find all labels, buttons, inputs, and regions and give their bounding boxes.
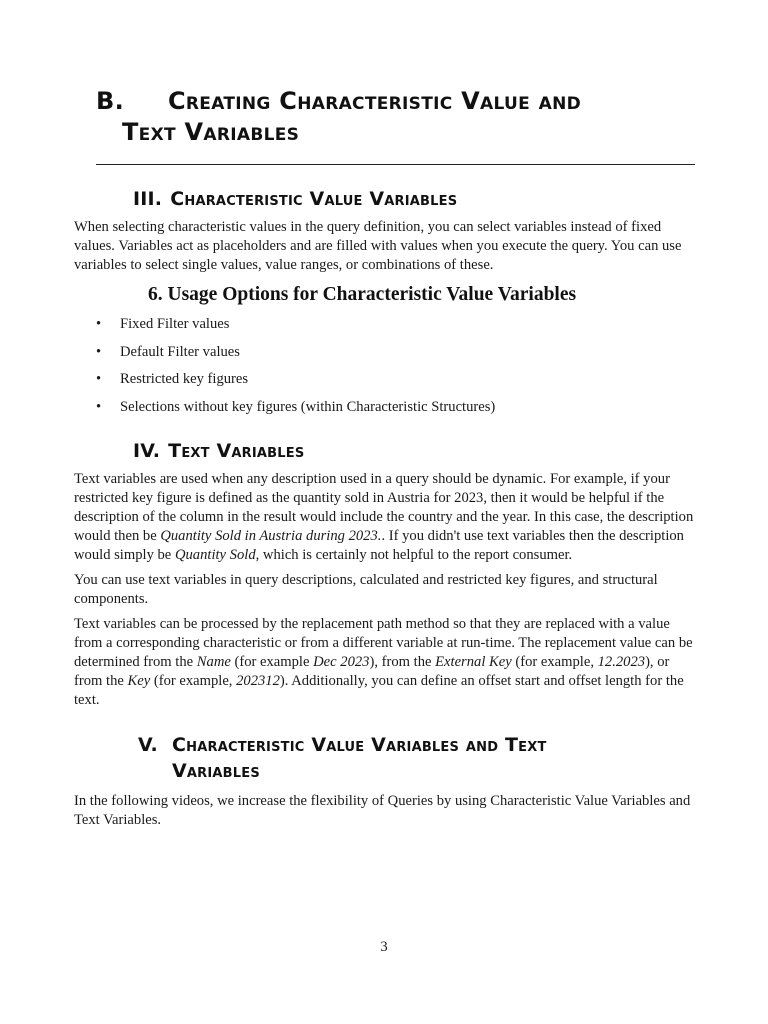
section-iv-paragraph-1 bbox=[74, 470, 696, 565]
section-v-paragraph: In the following videos, we increase the flexibility of Queries by using Characteristic Value Variables and Text Variables. bbox=[74, 793, 691, 828]
bullet-icon: • bbox=[96, 343, 102, 360]
section-iv-number: IV. bbox=[133, 440, 161, 462]
list-item bbox=[96, 370, 495, 398]
text-run: Text variables are used when any description used in a query should be dynamic. For example, if your restricted key figure is defined as the quantity sold in Austria for 2023, then it would be helpful if the description of the column in the result would include the country and the year. In this case, the description would then be bbox=[74, 471, 694, 544]
bullet-icon: • bbox=[96, 371, 102, 387]
list-item-text: Default Filter values bbox=[120, 343, 240, 360]
list-item-text: Selections without key figures (within Characteristic Structures) bbox=[120, 398, 496, 415]
bullet-icon: • bbox=[96, 316, 102, 332]
italic-term: Name bbox=[196, 654, 231, 670]
italic-term: Key bbox=[127, 673, 151, 689]
text-run: (for example, bbox=[511, 654, 598, 670]
text-run: . If you didn't use text variables then the description would simply be bbox=[74, 528, 684, 563]
bullet-icon: • bbox=[96, 398, 102, 415]
section-iii-title: Characteristic Value Variables bbox=[170, 188, 458, 210]
chapter-title-line1: Creating Characteristic Value and bbox=[168, 87, 582, 115]
section-iv-heading bbox=[133, 438, 304, 464]
subsection-6-heading: 6. Usage Options for Characteristic Value Variables bbox=[148, 284, 577, 305]
text-run: (for example bbox=[230, 654, 314, 670]
heading-divider bbox=[96, 164, 695, 165]
section-iii-number: III. bbox=[133, 188, 163, 210]
chapter-number: B. bbox=[96, 87, 125, 115]
text-run: ), from the bbox=[369, 654, 436, 670]
page-number: 3 bbox=[380, 939, 388, 955]
italic-term: External Key bbox=[435, 654, 512, 670]
italic-example: 12.2023 bbox=[597, 654, 646, 670]
section-iii-heading bbox=[133, 186, 457, 212]
section-iv-paragraph-2: You can use text variables in query descriptions, calculated and restricted key figures, and structural components. bbox=[74, 572, 658, 607]
italic-example: Dec 2023 bbox=[313, 654, 370, 670]
section-v-title-line1: Characteristic Value Variables and Text bbox=[172, 734, 547, 756]
list-item bbox=[96, 398, 495, 426]
list-item bbox=[96, 343, 495, 371]
section-v-number: V. bbox=[138, 734, 158, 756]
list-item-text: Fixed Filter values bbox=[120, 316, 230, 332]
italic-example: Quantity Sold bbox=[174, 547, 256, 563]
text-run: ), or from the bbox=[74, 654, 670, 689]
list-item-text: Restricted key figures bbox=[120, 371, 249, 387]
section-iv-title: Text Variables bbox=[168, 440, 305, 462]
usage-options-list bbox=[96, 315, 495, 425]
text-run: (for example, bbox=[150, 673, 237, 689]
section-iii-paragraph: When selecting characteristic values in the query definition, you can select variables instead of fixed values. Variables act as placeholders and are filled with values when you execute the query. You can use variables to select single values, value ranges, or combinations of these. bbox=[74, 219, 682, 273]
section-iv-paragraph-3 bbox=[74, 615, 696, 710]
italic-example: Quantity Sold in Austria during 2023. bbox=[160, 528, 382, 544]
text-run: ). Additionally, you can define an offset start and offset length for the text. bbox=[74, 673, 684, 708]
text-run: , which is certainly not helpful to the report consumer. bbox=[255, 547, 573, 563]
section-v-title-line2: Variables bbox=[172, 760, 260, 782]
italic-example: 202312 bbox=[236, 673, 280, 689]
section-v-heading bbox=[138, 732, 698, 784]
chapter-heading bbox=[96, 86, 716, 148]
text-run: Text variables can be processed by the replacement path method so that they are replaced with a value from a corresponding characteristic or from a different variable at run-time. The replacement value can be determined from the bbox=[74, 616, 693, 670]
chapter-title-line2: Text Variables bbox=[122, 118, 300, 146]
list-item bbox=[96, 315, 495, 343]
